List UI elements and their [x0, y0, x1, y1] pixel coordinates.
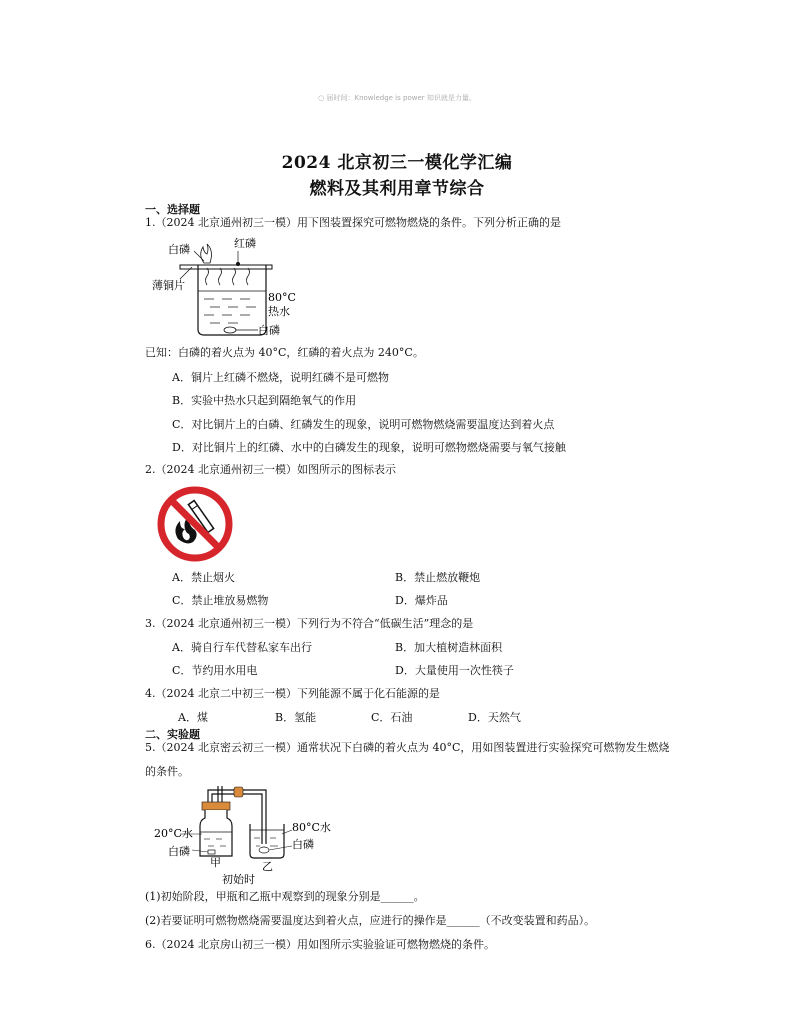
copper-plate — [180, 265, 272, 269]
page-title: 2024 北京初三一模化学汇编 — [281, 153, 513, 173]
q1-figure — [152, 235, 297, 343]
no-fireworks-sign-icon — [156, 485, 234, 563]
label-20c-water: 20°C水 — [154, 827, 193, 840]
q1-option-d[interactable]: D．对比铜片上的红磷、水中的白磷发生的现象，说明可燃物燃烧需要与氧气接触 — [172, 441, 566, 454]
page-subtitle: 燃料及其利用章节综合 — [309, 179, 485, 199]
label-initial: 初始时 — [222, 873, 255, 886]
q4-option-c[interactable]: C．石油 — [371, 711, 413, 724]
q4-option-a[interactable]: A．煤 — [178, 711, 208, 724]
q1-option-a[interactable]: A．铜片上红磷不燃烧，说明红磷不是可燃物 — [172, 371, 389, 384]
white-phosphorus-water — [224, 327, 236, 333]
q5-sub1: (1)初始阶段，甲瓶和乙瓶中观察到的现象分别是______。 — [145, 890, 425, 903]
bottle-jia — [200, 810, 232, 856]
label-copper: 薄铜片 — [152, 279, 185, 292]
label-temp: 80°C — [268, 291, 296, 304]
q4-stem: 4.（2024 北京二中初三一模）下列能源不属于化石能源的是 — [145, 687, 440, 700]
q1-known: 已知：白磷的着火点为 40°C，红磷的着火点为 240°C。 — [145, 346, 424, 359]
q6-stem: 6.（2024 北京房山初三一模）用如图所示实验验证可燃物燃烧的条件。 — [145, 938, 495, 951]
section-choice: 一、选择题 — [145, 203, 200, 216]
q1-stem: 1.（2024 北京通州初三一模）用下图装置探究可燃物燃烧的条件。下列分析正确的是 — [145, 216, 561, 229]
q5-figure — [152, 784, 342, 886]
q1-option-b[interactable]: B．实验中热水只起到隔绝氧气的作用 — [172, 394, 357, 407]
clip — [234, 787, 243, 797]
q3-option-d[interactable]: D．大量使用一次性筷子 — [395, 664, 514, 677]
stopper — [202, 802, 230, 810]
q4-option-b[interactable]: B．氢能 — [275, 711, 317, 724]
label-jia: 甲 — [210, 856, 221, 869]
q5-stem-line1: 5.（2024 北京密云初三一模）通常状况下白磷的着火点为 40°C，用如图装置进行实验探究可燃物发生燃烧 — [145, 741, 670, 754]
q3-option-a[interactable]: A．骑自行车代替私家车出行 — [172, 641, 312, 654]
q2-option-c[interactable]: C．禁止堆放易燃物 — [172, 594, 269, 607]
label-80c-water: 80°C水 — [292, 821, 331, 834]
label-white-p: 白磷 — [168, 243, 190, 256]
header-note: ○ 届时间：Knowledge is power 知识就是力量。 — [318, 94, 476, 102]
label-white-p-bottom: 白磷 — [258, 324, 280, 337]
q5-sub2: (2)若要证明可燃物燃烧需要温度达到着火点，应进行的操作是______（不改变装置和药品）。 — [145, 914, 596, 927]
q3-stem: 3.（2024 北京通州初三一模）下列行为不符合“低碳生活”理念的是 — [145, 617, 474, 630]
beaker — [198, 265, 266, 335]
label-left-white-p: 白磷 — [168, 845, 190, 858]
q2-stem: 2.（2024 北京通州初三一模）如图所示的图标表示 — [145, 463, 396, 476]
flame-icon — [201, 244, 212, 263]
section-experiment: 二、实验题 — [145, 728, 200, 741]
q5-stem-line2: 的条件。 — [145, 765, 189, 778]
label-hot-water: 热水 — [268, 305, 290, 318]
q2-option-a[interactable]: A．禁止烟火 — [172, 571, 235, 584]
q3-option-c[interactable]: C．节约用水用电 — [172, 664, 258, 677]
q3-option-b[interactable]: B．加大植树造林面积 — [395, 641, 503, 654]
q2-option-d[interactable]: D．爆炸品 — [395, 594, 448, 607]
label-yi: 乙 — [262, 860, 273, 873]
label-red-p: 红磷 — [234, 237, 256, 250]
q4-option-d[interactable]: D．天然气 — [468, 711, 521, 724]
q1-option-c[interactable]: C．对比铜片上的白磷、红磷发生的现象，说明可燃物燃烧需要温度达到着火点 — [172, 418, 555, 431]
label-right-white-p: 白磷 — [292, 838, 314, 851]
red-phosphorus — [236, 262, 240, 266]
q2-option-b[interactable]: B．禁止燃放鞭炮 — [395, 571, 481, 584]
